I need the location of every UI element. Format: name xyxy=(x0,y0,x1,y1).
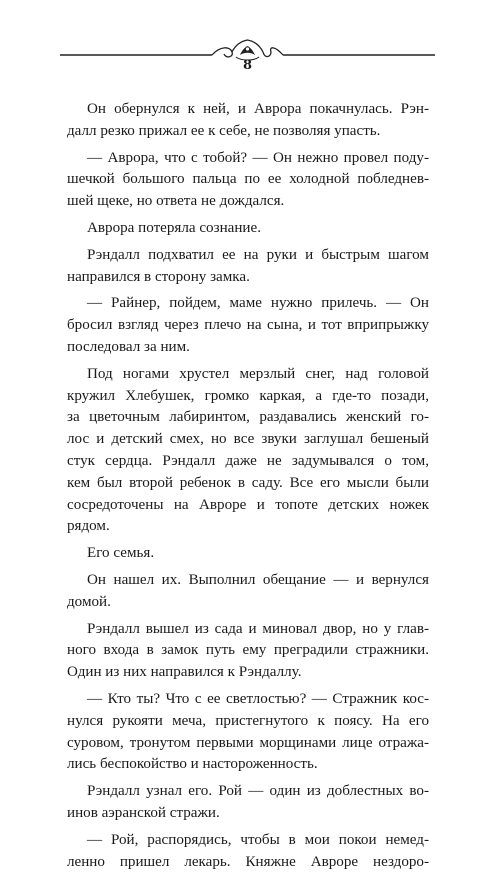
text-line: последовал за ним. xyxy=(67,337,429,359)
text-line: направился в сторону замка. xyxy=(67,267,429,289)
text-line: Его семья. xyxy=(67,543,429,565)
text-line: сосредоточены на Авроре и топоте детских ножек xyxy=(67,495,429,517)
paragraph xyxy=(67,148,429,213)
paragraph xyxy=(67,830,429,873)
text-line: стук сердца. Рэндалл даже не задумывался о том, xyxy=(67,451,429,473)
text-line: — Рой, распорядись, чтобы в мои покои немед- xyxy=(67,830,429,852)
text-line: шей щеке, но ответа не дождался. xyxy=(67,191,429,213)
paragraph xyxy=(67,543,429,565)
text-line: за цветочным лабиринтом, раздавались женский го- xyxy=(67,407,429,429)
paragraph xyxy=(67,619,429,684)
text-line: ленно пришел лекарь. Княжне Авроре нездоро- xyxy=(67,852,429,873)
paragraph xyxy=(67,99,429,143)
text-line: Аврора потеряла сознание. xyxy=(67,218,429,240)
text-line: бросил взгляд через плечо на сына, и тот вприпрыжку xyxy=(67,315,429,337)
text-line: Под ногами хрустел мерзлый снег, над головой xyxy=(67,364,429,386)
text-line: инов аэранской стражи. xyxy=(67,803,429,825)
page-number: 8 xyxy=(0,58,495,73)
text-line: Один из них направился к Рэндаллу. xyxy=(67,662,429,684)
text-line: суровом, тронутом первыми морщинами лице отража- xyxy=(67,733,429,755)
text-line: кем был второй ребенок в саду. Все его мысли были xyxy=(67,473,429,495)
text-line: шечкой большого пальца по ее холодной побледнев- xyxy=(67,169,429,191)
text-line: нулся рукояти меча, пристегнутого к поясу. На его xyxy=(67,711,429,733)
paragraph xyxy=(67,218,429,240)
text-line: Он нашел их. Выполнил обещание — и вернулся xyxy=(67,570,429,592)
paragraph xyxy=(67,781,429,825)
text-line: лись беспокойство и настороженность. xyxy=(67,754,429,776)
text-line: — Кто ты? Что с ее светлостью? — Стражник кос- xyxy=(67,689,429,711)
paragraph xyxy=(67,570,429,614)
text-line: кружил Хлебушек, громко каркая, а где-то позади, xyxy=(67,386,429,408)
text-line: — Райнер, пойдем, маме нужно прилечь. — Он xyxy=(67,293,429,315)
text-line: ного входа в замок путь ему преградили стражники. xyxy=(67,640,429,662)
text-line: Он обернулся к ней, и Аврора покачнулась. Рэн- xyxy=(67,99,429,121)
text-line: лос и детский смех, но все звуки заглушал бешеный xyxy=(67,429,429,451)
text-line: Рэндалл подхватил ее на руки и быстрым шагом xyxy=(67,245,429,267)
text-line: — Аврора, что с тобой? — Он нежно провел поду- xyxy=(67,148,429,170)
paragraph xyxy=(67,245,429,289)
text-line: домой. xyxy=(67,592,429,614)
text-line: далл резко прижал ее к себе, не позволяя упасть. xyxy=(67,121,429,143)
text-line: Рэндалл вышел из сада и миновал двор, но у глав- xyxy=(67,619,429,641)
paragraph xyxy=(67,689,429,776)
paragraph xyxy=(67,293,429,358)
paragraph xyxy=(67,364,429,538)
text-line: Рэндалл узнал его. Рой — один из доблестных во- xyxy=(67,781,429,803)
text-line: рядом. xyxy=(67,516,429,538)
body-text xyxy=(67,99,429,873)
